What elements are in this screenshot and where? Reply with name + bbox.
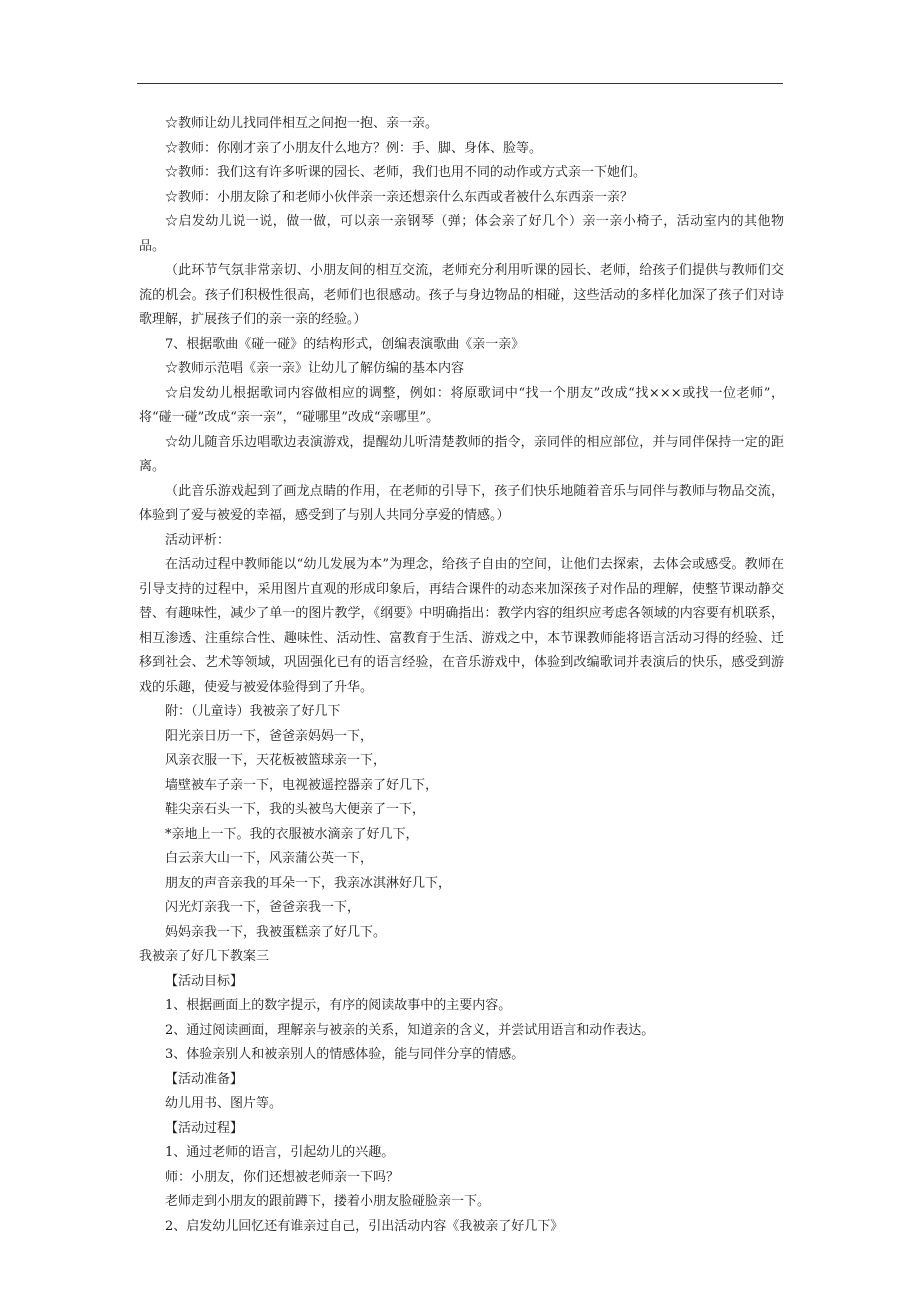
poem-line: 妈妈亲我一下，我被蛋糕亲了好几下。: [165, 924, 387, 940]
poem-line: 白云亲大山一下，风亲蒲公英一下，: [165, 851, 374, 866]
paragraph: ☆教师：小朋友除了和老师小伙伴亲一亲还想亲什么东西或者被什么东西亲一亲？: [165, 189, 634, 205]
paragraph: ☆幼儿随音乐边唱歌边表演游戏，提醒幼儿听清楚教师的指令，亲同伴的相应部位，并与同伴保持一定的距离。: [139, 434, 784, 474]
paragraph: ☆启发幼儿根据歌词内容做相应的调整，例如：将原歌词中“找一个朋友”改成“找×××或找一位老师”，将“碰一碰”改成“亲一亲”，“碰哪里”改成“亲哪里”。: [139, 385, 784, 425]
list-item: 1、通过老师的语言，引起幼儿的兴趣。: [165, 1145, 395, 1160]
paragraph: 师：小朋友，你们还想被老师亲一下吗？: [165, 1169, 400, 1185]
paragraph: ☆教师示范唱《亲一亲》让幼儿了解仿编的基本内容: [165, 361, 465, 376]
section-heading: 7、根据歌曲《碰一碰》的结构形式，创编表演歌曲《亲一亲》: [165, 336, 525, 352]
lesson-plan-title: 我被亲了好几下教案三: [139, 949, 270, 964]
poem-line: 阳光亲日历一下，爸爸亲妈妈一下，: [165, 728, 374, 744]
paragraph: 老师走到小朋友的跟前蹲下，搂着小朋友脸碰脸亲一下。: [165, 1194, 491, 1209]
paragraph: 在活动过程中教师能以“幼儿发展为本”为理念，给孩子自由的空间，让他们去探索，去体会或感受。教师在引导支持的过程中，采用图片直观的形成印象后，再结合课件的动态来加深孩子对作品的理解，使整节课动静交替、有趣味性，减少了单一的图片教学，《纲要》中明确指出：教学内容的组织应考虑各领域的内容要有机联系，相互渗透、注重综合性、趣味性、活动性、富教育于生活、游戏之中，本节课教师能将语言活动习得的经验、迁移到社会、艺术等领域，巩固强化已有的语言经验，在音乐游戏中，体验到改编歌词并表演后的快乐，感受到游戏的乐趣，使爱与被爱体验得到了升华。: [139, 557, 784, 695]
paragraph: ☆教师：我们这有许多听课的园长、老师，我们也用不同的动作或方式亲一下她们。: [165, 165, 647, 180]
list-item: 1、根据画面上的数字提示，有序的阅读故事中的主要内容。: [165, 998, 512, 1013]
list-item: 3、体验亲别人和被亲别人的情感体验，能与同伴分享的情感。: [165, 1047, 525, 1062]
poem-line: 墙壁被车子亲一下，电视被遥控器亲了好几下，: [165, 777, 439, 793]
paragraph: ☆教师让幼儿找同伴相互之间抱一抱、亲一亲。: [165, 116, 439, 131]
list-item: 2、通过阅读画面，理解亲与被亲的关系，知道亲的含义，并尝试用语言和动作表达。: [165, 1022, 655, 1038]
poem-line: 闪光灯亲我一下，爸爸亲我一下，: [165, 900, 361, 915]
paragraph: ☆启发幼儿说一说，做一做，可以亲一亲钢琴（弹；体会亲了好几个）亲一亲小椅子，活动室内的其他物品。: [139, 214, 784, 254]
poem-line: 朋友的声音亲我的耳朵一下，我亲冰淇淋好几下，: [165, 875, 452, 891]
section-heading: 活动评析：: [165, 532, 231, 548]
paragraph: ☆教师：你刚才亲了小朋友什么地方？例：手、脚、身体、脸等。: [165, 140, 543, 156]
list-item: 2、启发幼儿回忆还有谁亲过自己，引出活动内容《我被亲了好几下》: [165, 1218, 564, 1234]
paragraph: （此环节气氛非常亲切、小朋友间的相互交流，老师充分利用听课的园长、老师，给孩子们提供与教师们交流的机会。孩子们积极性很高，老师们也很感动。孩子与身边物品的相碰，这些活动的多样化加深了孩子们对诗歌理解，扩展孩子们的亲一亲的经验。）: [139, 263, 784, 327]
poem-line: 风亲衣服一下，天花板被篮球亲一下，: [165, 753, 387, 768]
poem-line: 鞋尖亲石头一下，我的头被鸟大便亲了一下，: [165, 802, 426, 817]
document-body: [139, 112, 784, 1239]
paragraph: （此音乐游戏起到了画龙点睛的作用，在老师的引导下，孩子们快乐地随着音乐与同伴与教师与物品交流，体验到了爱与被爱的幸福，感受到了与别人共同分享爱的情感。）: [139, 483, 784, 523]
section-heading: 【活动准备】: [165, 1071, 244, 1087]
paragraph: 幼儿用书、图片等。: [165, 1096, 283, 1111]
section-heading: 【活动过程】: [165, 1120, 244, 1136]
poem-line: *亲地上一下。我的衣服被水滴亲了好几下，: [165, 826, 419, 842]
header-rule: [137, 83, 783, 84]
poem-title: 附：（儿童诗）我被亲了好几下: [165, 704, 341, 719]
section-heading: 【活动目标】: [165, 973, 244, 989]
